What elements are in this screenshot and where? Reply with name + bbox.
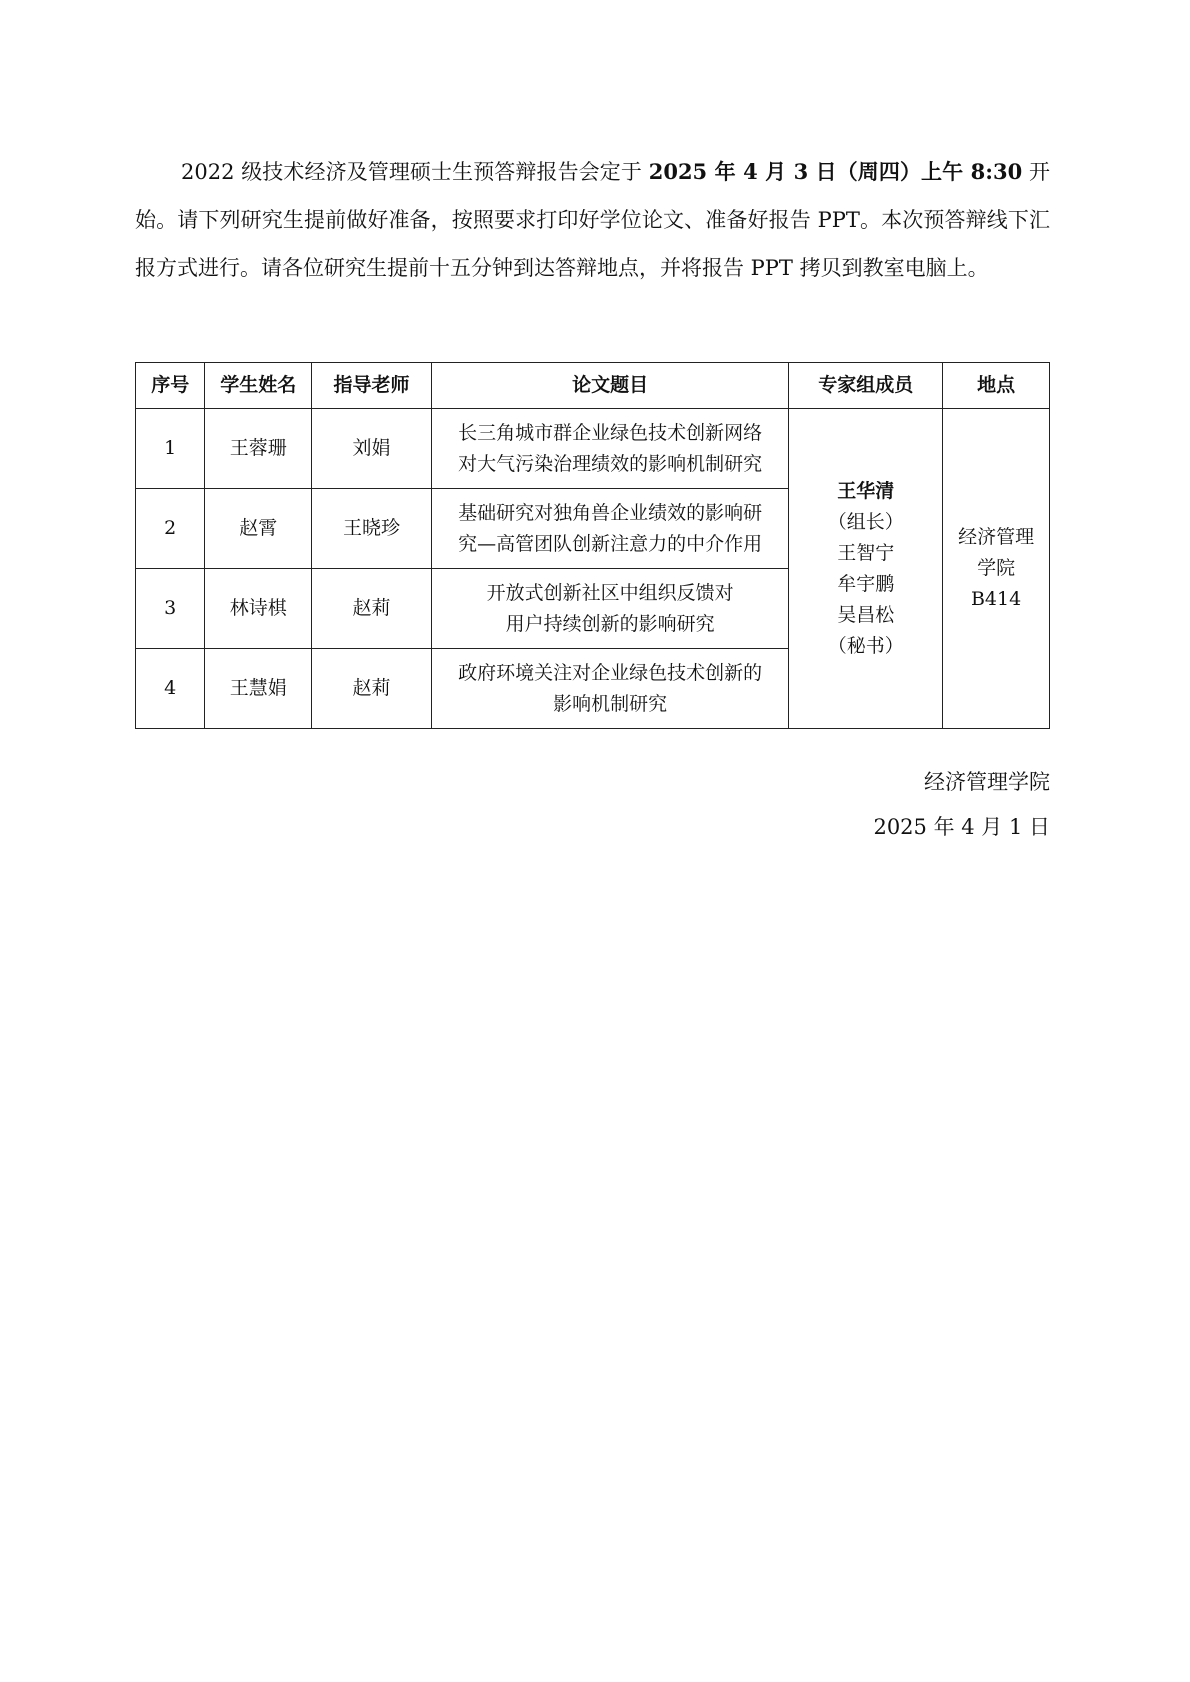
thesis-title-line: 究—高管团队创新注意力的中介作用 [458, 532, 763, 555]
notice-datetime: 2025 年 4 月 3 日（周四）上午 8:30 [648, 159, 1023, 184]
venue-line: 学院 [977, 557, 1016, 579]
expert-secretary-role: （秘书） [827, 634, 904, 657]
cell-student: 王蓉珊 [205, 409, 312, 489]
cell-thesis-title [431, 569, 789, 649]
thesis-title-line: 影响机制研究 [553, 692, 668, 715]
cell-venue [943, 409, 1050, 729]
thesis-title-line: 对大气污染治理绩效的影响机制研究 [458, 452, 763, 475]
cell-no: 2 [136, 489, 205, 569]
header-venue: 地点 [943, 363, 1050, 409]
notice-paragraph [135, 148, 1050, 292]
notice-text-body: 开始。请下列研究生提前做好准备，按照要求打印好学位论文、准备好报告 PPT。本次预答辩线下汇报方式进行。请各位研究生提前十五分钟到达答辩地点，并将报告 PPT 拷贝到教室电脑上。 [135, 160, 1050, 280]
expert-secretary: 吴昌松 [837, 603, 895, 626]
header-no: 序号 [136, 363, 205, 409]
expert-leader: 王华清 [837, 479, 895, 502]
table-header-row [136, 363, 1050, 409]
signature-block [873, 760, 1050, 850]
cell-advisor: 刘娟 [312, 409, 432, 489]
cell-advisor: 赵莉 [312, 649, 432, 729]
venue-room: B414 [970, 588, 1022, 610]
header-experts: 专家组成员 [789, 363, 943, 409]
thesis-title-line: 长三角城市群企业绿色技术创新网络 [458, 421, 763, 444]
cell-student: 赵霄 [205, 489, 312, 569]
notice-text-intro: 2022 级技术经济及管理硕士生预答辩报告会定于 [181, 160, 649, 184]
cell-no: 4 [136, 649, 205, 729]
table-row [136, 409, 1050, 489]
header-thesis-title: 论文题目 [431, 363, 789, 409]
thesis-title-line: 基础研究对独角兽企业绩效的影响研 [458, 501, 763, 524]
header-student: 学生姓名 [205, 363, 312, 409]
signature-org: 经济管理学院 [924, 770, 1050, 794]
cell-advisor: 王晓珍 [312, 489, 432, 569]
cell-student: 林诗棋 [205, 569, 312, 649]
cell-student: 王慧娟 [205, 649, 312, 729]
cell-no: 3 [136, 569, 205, 649]
cell-no: 1 [136, 409, 205, 489]
cell-advisor: 赵莉 [312, 569, 432, 649]
defense-schedule-table [135, 362, 1050, 729]
thesis-title-line: 用户持续创新的影响研究 [505, 612, 715, 635]
thesis-title-line: 政府环境关注对企业绿色技术创新的 [458, 661, 763, 684]
thesis-title-line: 开放式创新社区中组织反馈对 [486, 581, 734, 604]
expert-member: 王智宁 [837, 541, 895, 564]
header-advisor: 指导老师 [312, 363, 432, 409]
cell-experts [789, 409, 943, 729]
expert-leader-role: （组长） [827, 510, 904, 533]
cell-thesis-title [431, 489, 789, 569]
cell-thesis-title [431, 409, 789, 489]
signature-date: 2025 年 4 月 1 日 [873, 815, 1050, 839]
expert-member: 牟宇鹏 [837, 572, 895, 595]
cell-thesis-title [431, 649, 789, 729]
venue-line: 经济管理 [958, 526, 1035, 548]
